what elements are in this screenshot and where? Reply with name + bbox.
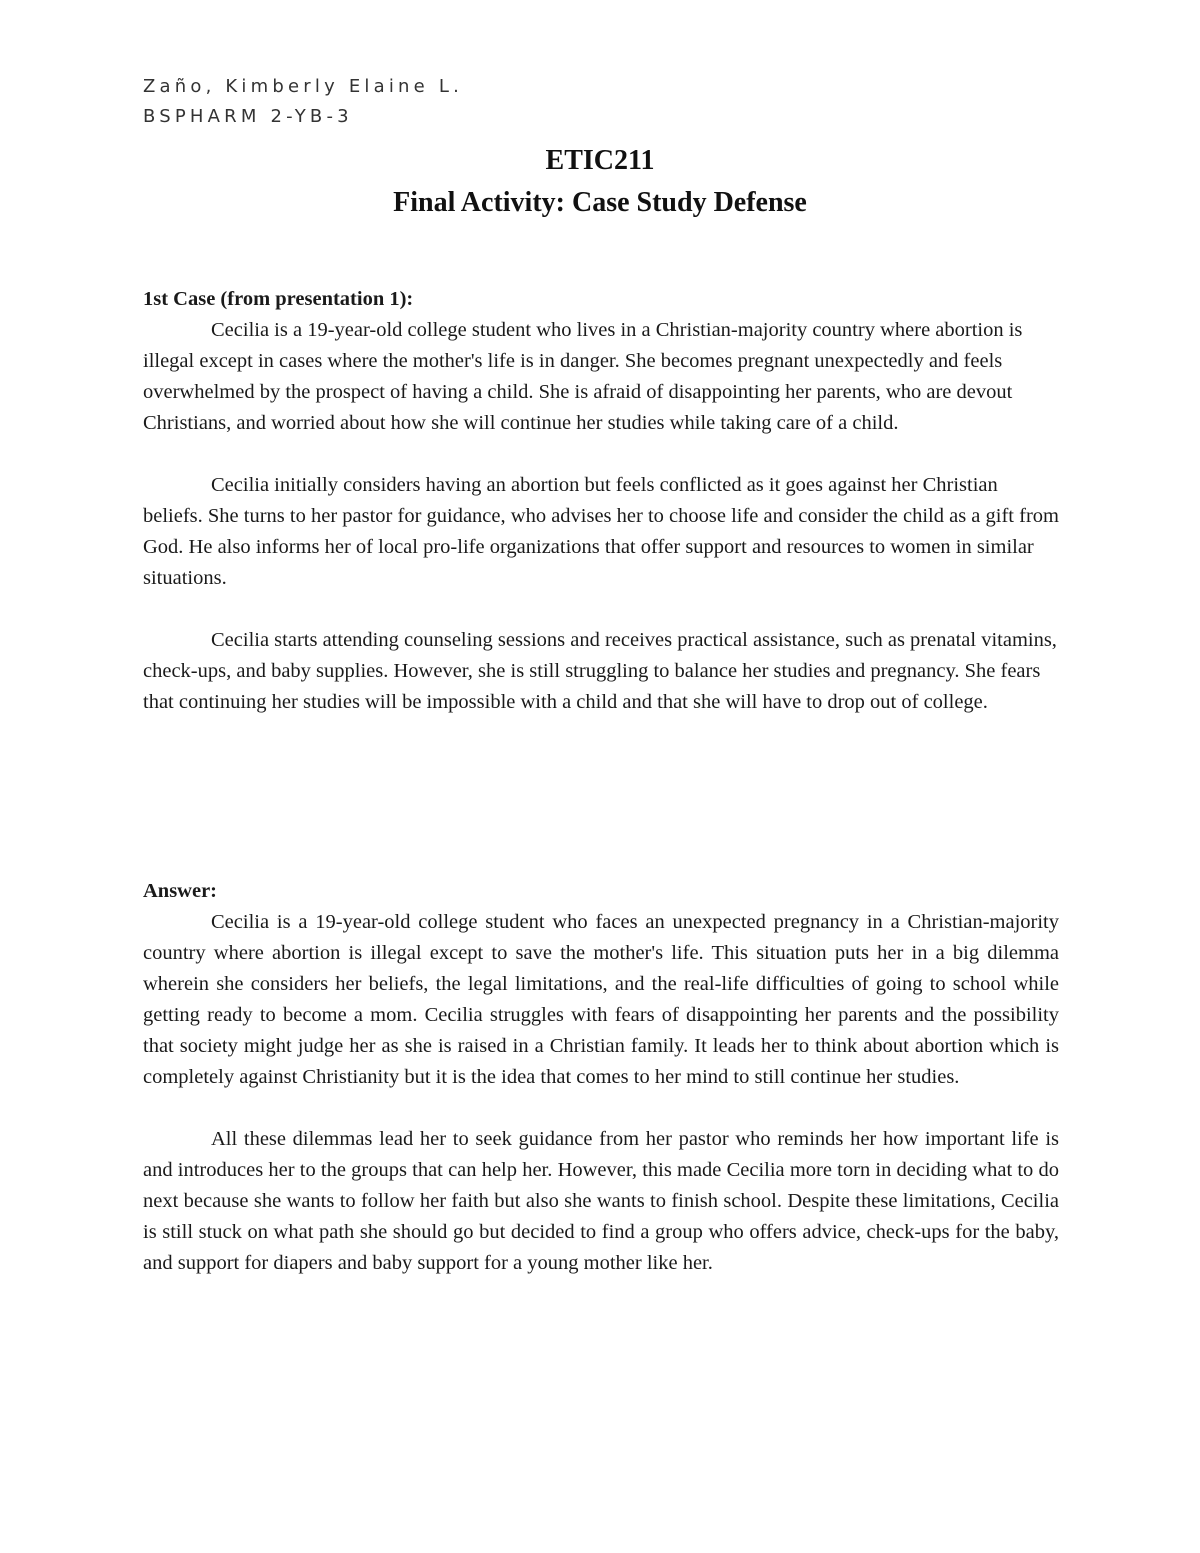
student-name: Zaño, Kimberly Elaine L. (143, 76, 463, 97)
student-section: BSPHARM 2-YB-3 (143, 106, 353, 127)
answer-paragraph-1: Cecilia is a 19-year-old college student who faces an unexpected pregnancy in a Christian-majority country where abortion is illegal except to save the mother's life. This situation puts her in a big dilemma wherein she considers her beliefs, the legal limitations, and the real-life difficulties of going to school while getting ready to become a mom. Cecilia struggles with fears of disappointing her parents and the possibility that society might judge her as she is raised in a Christian family. It leads her to think about abortion which is completely against Christianity but it is the idea that comes to her mind to still continue her studies. (143, 911, 1059, 1088)
case-paragraph-3: Cecilia starts attending counseling sessions and receives practical assistance, such as prenatal vitamins, check-ups, and baby supplies. However, she is still struggling to balance her studies and pregnancy. She fears that continuing her studies will be impossible with a child and that she will have to drop out of college. (143, 629, 1057, 713)
answer-paragraph-2: All these dilemmas lead her to seek guidance from her pastor who reminds her how important life is and introduces her to the groups that can help her. However, this made Cecilia more torn in deciding what to do next because she wants to follow her faith but also she wants to finish school. Despite these limitations, Cecilia is still stuck on what path she should go but decided to find a group who offers advice, check-ups for the baby, and support for diapers and baby support for a young mother like her. (143, 1128, 1059, 1274)
case-section (143, 284, 1059, 718)
document-title (0, 140, 1200, 224)
course-code: ETIC211 (545, 145, 655, 176)
answer-section (143, 876, 1059, 1279)
student-info (143, 72, 463, 132)
case-paragraph-1: Cecilia is a 19-year-old college student who lives in a Christian-majority country where abortion is illegal except in cases where the mother's life is in danger. She becomes pregnant unexpectedly and feels overwhelmed by the prospect of having a child. She is afraid of disappointing her parents, who are devout Christians, and worried about how she will continue her studies while taking care of a child. (143, 319, 1023, 434)
answer-heading: Answer: (143, 880, 218, 902)
case-paragraph-2: Cecilia initially considers having an abortion but feels conflicted as it goes against her Christian beliefs. She turns to her pastor for guidance, who advises her to choose life and consider the child as a gift from God. He also informs her of local pro-life organizations that offer support and resources to women in similar situations. (143, 474, 1059, 589)
case-heading: 1st Case (from presentation 1): (143, 288, 414, 310)
activity-title: Final Activity: Case Study Defense (393, 187, 807, 218)
